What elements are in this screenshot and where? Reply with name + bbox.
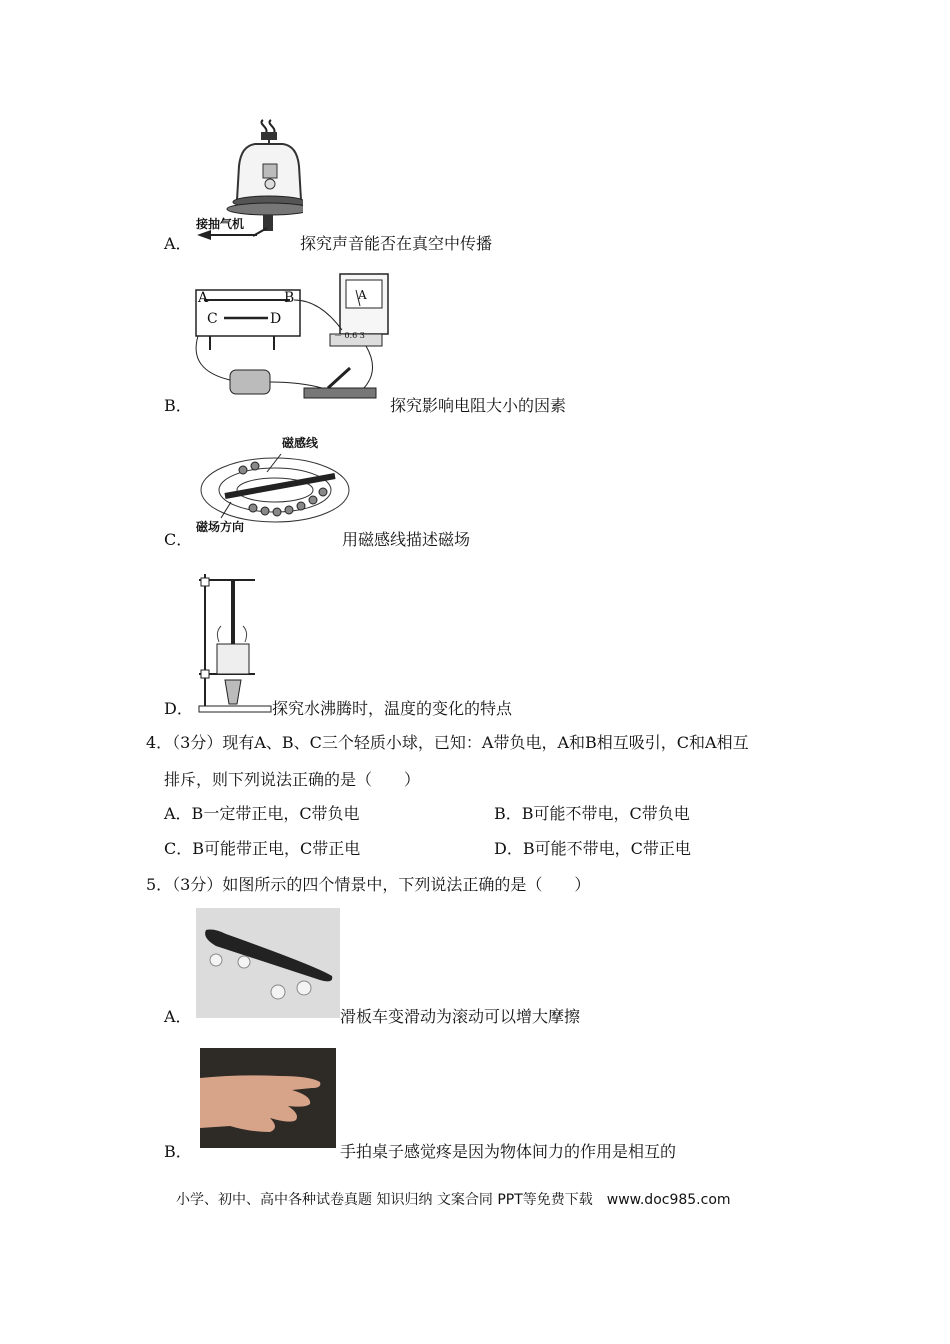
- field-direction-label: 磁场方向: [196, 520, 245, 534]
- question-5-option-b-letter: B．: [164, 1142, 192, 1161]
- figure-b-terminal-a: A: [198, 290, 209, 306]
- figure-b-terminal-d: D: [270, 311, 282, 327]
- option-b-text: 探究影响电阻大小的因素: [390, 396, 567, 415]
- question-4-option-a: A．B一定带正电，C带负电: [164, 804, 360, 823]
- ammeter-letter: A: [358, 288, 367, 302]
- option-a-text: 探究声音能否在真空中传播: [300, 234, 493, 253]
- question-5-stem: 5．（3分）如图所示的四个情景中，下列说法正确的是（ ）: [146, 875, 591, 894]
- option-c-letter: C．: [164, 530, 193, 549]
- question-5-option-a-text: 滑板车变滑动为滚动可以增大摩擦: [340, 1007, 581, 1026]
- footer-text: 小学、初中、高中各种试卷真题 知识归纳 文案合同 PPT等免费下载 www.doc985.com: [176, 1192, 731, 1208]
- field-lines-label: 磁感线: [282, 436, 319, 450]
- question-4-stem-line2: 排斥，则下列说法正确的是（ ）: [164, 770, 421, 789]
- question-4-stem-line1: 4．（3分）现有A、B、C三个轻质小球，已知：A带负电，A和B相互吸引，C和A相互: [146, 733, 749, 752]
- option-d-letter: D．: [164, 699, 193, 718]
- question-5-option-b-text: 手拍桌子感觉疼是因为物体间力的作用是相互的: [340, 1142, 677, 1161]
- option-d-text: 探究水沸腾时，温度的变化的特点: [272, 699, 513, 718]
- option-c-text: 用磁感线描述磁场: [342, 530, 471, 549]
- question-4-option-b: B．B可能不带电，C带负电: [494, 804, 690, 823]
- figure-b-terminal-c: C: [207, 311, 218, 327]
- option-a-letter: A．: [164, 234, 192, 253]
- magnetic-field-figure: [195, 446, 355, 530]
- figure-b-terminal-b: B: [284, 290, 295, 306]
- option-b-letter: B．: [164, 396, 192, 415]
- hand-on-table-photo: [200, 1048, 336, 1148]
- ammeter-scale: － 0.6 3: [334, 331, 365, 340]
- question-4-option-d: D．B可能不带电，C带正电: [494, 839, 691, 858]
- bell-jar-label: 接抽气机: [196, 217, 245, 231]
- question-4-option-c: C．B可能带正电，C带正电: [164, 839, 361, 858]
- skateboard-photo: [196, 908, 340, 1018]
- boiling-water-figure: [195, 570, 275, 716]
- question-5-option-a-letter: A．: [164, 1007, 192, 1026]
